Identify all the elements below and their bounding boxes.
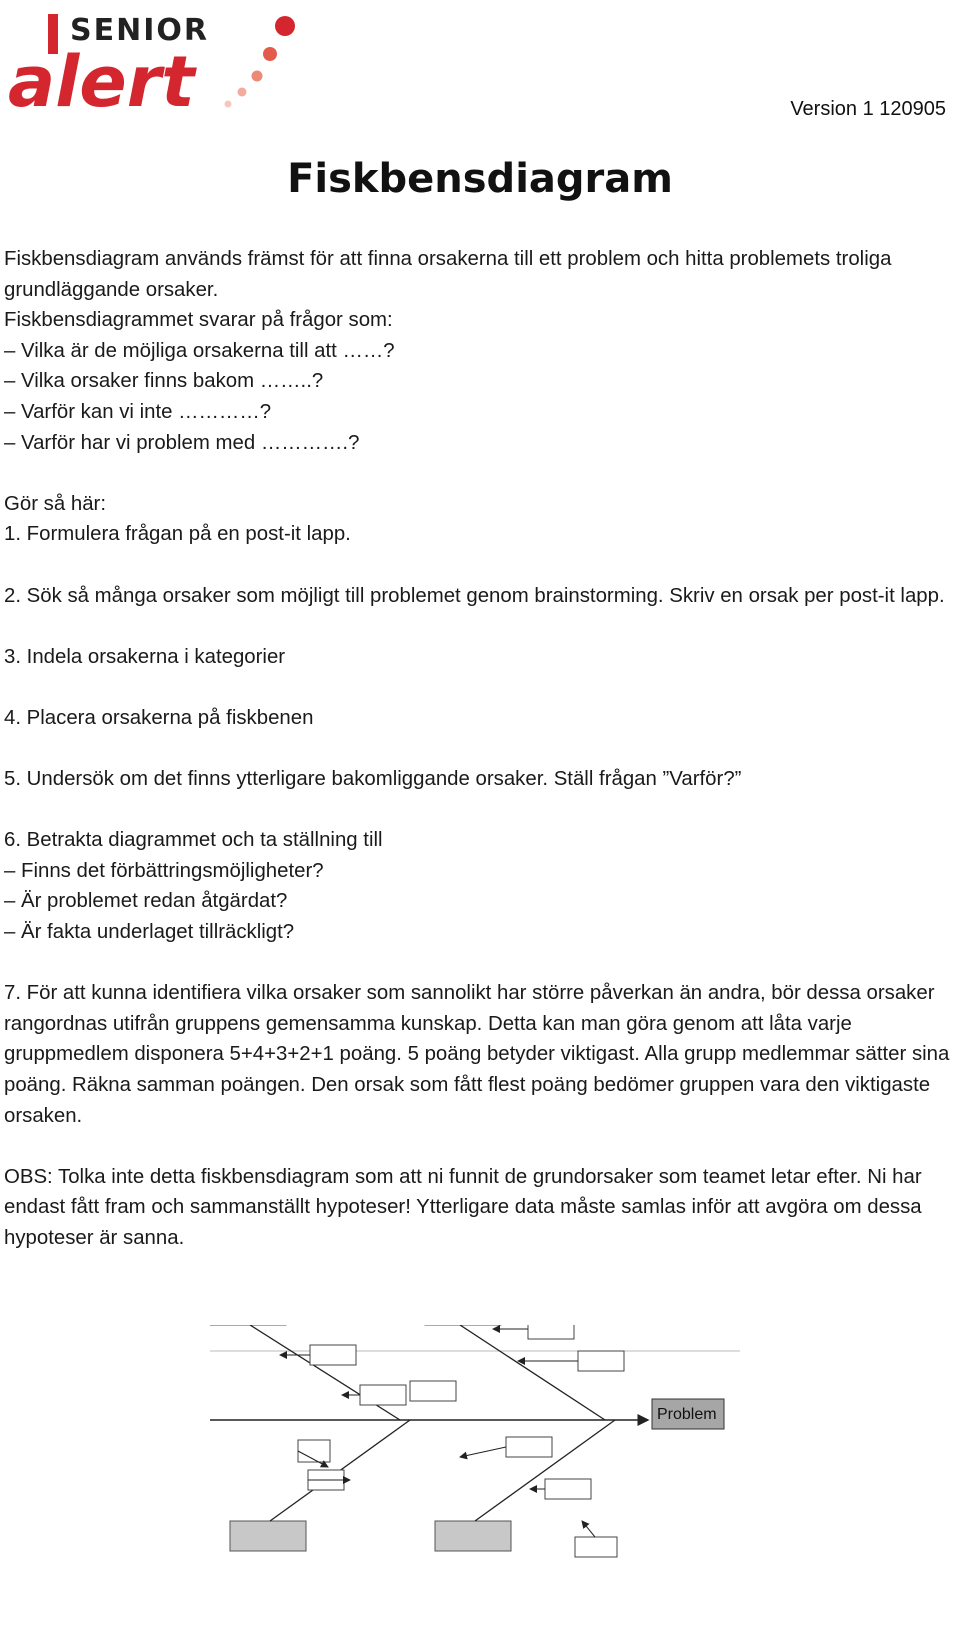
fishbone-svg (210, 1325, 770, 1635)
logo-dot (252, 71, 263, 82)
fish-bone (250, 1325, 400, 1420)
intro-line: Fiskbensdiagrammet svarar på frågor som: (4, 309, 393, 332)
version-label: Version 1 120905 (790, 98, 946, 120)
cause-box (410, 1381, 456, 1401)
senior-alert-logo (8, 6, 308, 118)
question-item: – Varför har vi problem med ………….? (4, 431, 360, 454)
logo-top-text: SENIOR (70, 13, 209, 48)
logo-dot (275, 16, 295, 36)
question-item: – Vilka orsaker finns bakom ……..? (4, 370, 324, 393)
category-box (435, 1521, 511, 1551)
step-3: 3. Indela orsakerna i kategorier (4, 645, 286, 668)
logo-main-text: alert (8, 41, 195, 118)
step-6-item: – Är problemet redan åtgärdat? (4, 890, 288, 913)
problem-label: Problem (657, 1406, 717, 1423)
step-6-item: – Finns det förbättringsmöjligheter? (4, 859, 324, 882)
logo-dot (238, 88, 247, 97)
document-body (4, 244, 956, 1254)
howto-heading: Gör så här: (4, 492, 106, 515)
cause-arrow (460, 1447, 506, 1457)
step-7: 7. För att kunna identifiera vilka orsaker som sannolikt har större påverkan än andra, bör dessa orsaker rangordnas utifrån gruppens gemensamma kunskap. Detta kan man göra genom att låta varje gruppmedlem disponera 5+4+3+2+1 poäng. 5 poäng betyder viktigast. Alla grupp medlemmar sätter sina poäng. Räkna samman poängen. Den orsak som fått flest poäng bedömer gruppen vara den viktigaste orsaken. (4, 982, 950, 1127)
question-item: – Vilka är de möjliga orsakerna till att ……? (4, 339, 395, 362)
step-6: 6. Betrakta diagrammet och ta ställning till (4, 829, 383, 852)
cause-box (545, 1479, 591, 1499)
step-6-item: – Är fakta underlaget tillräckligt? (4, 921, 295, 944)
logo-dot (225, 101, 232, 108)
cause-box (578, 1351, 624, 1371)
cause-box (528, 1325, 574, 1339)
cause-box (575, 1537, 617, 1557)
cause-box (360, 1385, 406, 1405)
cause-box (310, 1345, 356, 1365)
page-title: Fiskbensdiagram (287, 156, 673, 202)
fish-bone (475, 1420, 615, 1521)
logo-graphic (8, 6, 308, 118)
question-item: – Varför kan vi inte …………? (4, 400, 272, 423)
category-box (230, 1521, 306, 1551)
cause-arrow (582, 1521, 595, 1537)
obs-note: OBS: Tolka inte detta fiskbensdiagram som att ni funnit de grundorsaker som teamet letar efter. Ni har endast fått fram och sammanställt hypoteser! Ytterligare data måste samlas inför att avgöra om dessa hypoteser är sanna. (4, 1165, 922, 1249)
logo-dot (263, 47, 277, 61)
cause-box (298, 1440, 330, 1462)
step-5: 5. Undersök om det finns ytterligare bakomliggande orsaker. Ställ frågan ”Varför?” (4, 768, 742, 791)
step-4: 4. Placera orsakerna på fiskbenen (4, 706, 314, 729)
fishbone-diagram (210, 1325, 770, 1635)
step-2: 2. Sök så många orsaker som möjligt till problemet genom brainstorming. Skriv en orsak per post-it lapp. (4, 584, 945, 607)
cause-box (506, 1437, 552, 1457)
intro-paragraph: Fiskbensdiagram används främst för att finna orsakerna till ett problem och hitta problemets troliga grundläggande orsaker. (4, 248, 892, 301)
step-1: 1. Formulera frågan på en post-it lapp. (4, 523, 351, 546)
